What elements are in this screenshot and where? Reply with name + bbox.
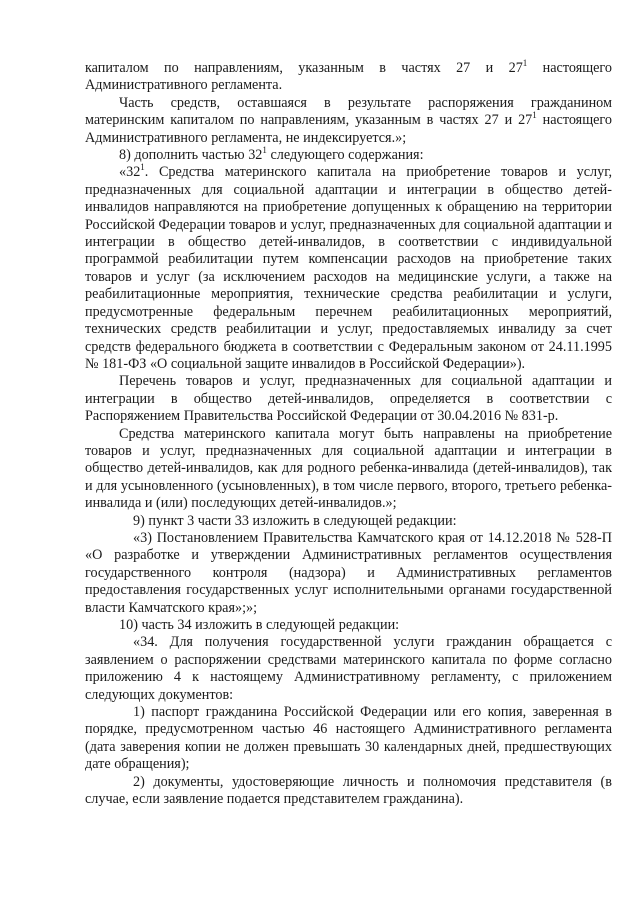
document-body [85, 60, 612, 808]
paragraph-11: 1) паспорт гражданина Российской Федерации или его копия, заверенная в порядке, предусмотренном частью 46 настоящего Административного регламента (дата заверения копии не должен превышать 30 календарных дней, предшествующих дате обращения); [85, 704, 612, 773]
paragraph-6: Средства материнского капитала могут быть направлены на приобретение товаров и услуг, предназначенных для социальной адаптации и интеграции в общество детей-инвалидов, как для родного ребенка-инвалида (детей-инвалидов), так и для усыновленного (усыновленных), в том числе первого, второго, третьего ребенка-инвалида и (или) последующих детей-инвалидов.»; [85, 425, 612, 512]
paragraph-2: Часть средств, оставшаяся в результате распоряжения гражданином материнским капиталом по направлениям, указанным в частях 27 и $27^1$ настоящего Административного регламента, не индексируется.»; [85, 94, 612, 146]
paragraph-9: 10) часть 34 изложить в следующей редакции: [119, 617, 400, 633]
paragraph-8: «3) Постановлением Правительства Камчатского края от 14.12.2018 № 528-П «О разработке и утверждении Административных регламентов осуществления государственного контроля (надзора) и Административных регламентов предоставления государственных услуг исполнительными органами государственной власти Камчатского края»;»; [85, 529, 612, 616]
paragraph-1: капиталом по направлениям, указанным в частях 27 и $27^1$ настоящего Административного регламента. [85, 58, 612, 94]
paragraph-10: «34. Для получения государственной услуги гражданин обращается с заявлением о распоряжении средствами материнского капитала по форме согласно приложению 4 к настоящему Административному регламенту, с приложением следующих документов: [85, 634, 612, 703]
paragraph-12: 2) документы, удостоверяющие личность и полномочия представителя (в случае, если заявление подается представителем гражданина). [85, 773, 612, 808]
paragraph-3: 8) дополнить частью $32^1$ следующего содержания: [119, 145, 424, 164]
paragraph-7: 9) пункт 3 части 33 изложить в следующей редакции: [133, 512, 457, 529]
paragraph-5: Перечень товаров и услуг, предназначенных для социальной адаптации и интеграции в общество детей-инвалидов, определяется в соответствии с Распоряжением Правительства Российской Федерации от 30.04.2016 № 831-р. [85, 373, 612, 425]
paragraph-4: «$32^1$. Средства материнского капитала на приобретение товаров и услуг, предназначенных для социальной адаптации и интеграции в общество детей-инвалидов направляются на приобретение допущенных к обращению на территории Российской Федерации товаров и услуг, предназначенных для социальной адаптации и интеграции в общество детей-инвалидов, в соответствии с индивидуальной программой реабилитации путем компенсации расходов на приобретение таких товаров и услуг (за исключением расходов на медицинские услуги, а также на реабилитационные мероприятия, технические средства реабилитации и услуги, предусмотренные федеральным перечнем реабилитационных мероприятий, технических средств реабилитации и услуг, предоставляемых инвалиду за счет средств федерального бюджета в соответствии с Федеральным законом от 24.11.1995 № 181-ФЗ «О социальной защите инвалидов в Российской Федерации»). [85, 162, 612, 372]
